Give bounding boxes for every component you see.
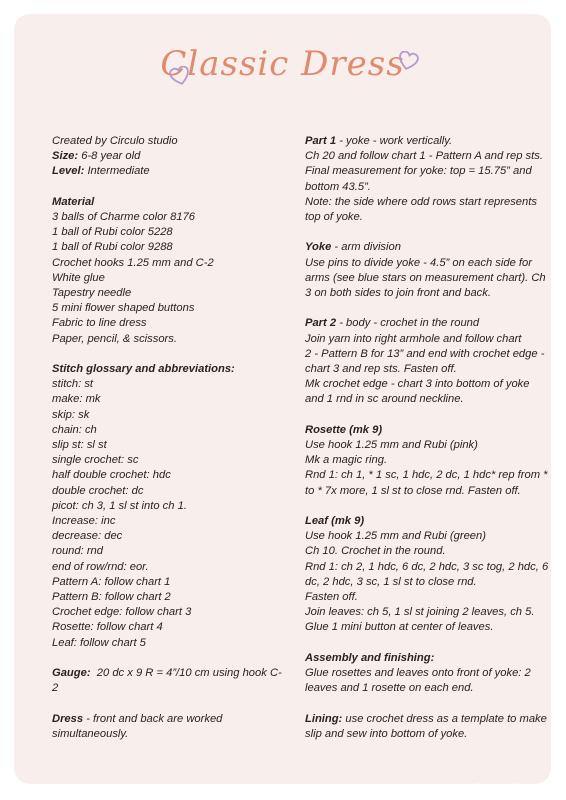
glossary-item: skip: sk [52,408,90,421]
gauge-section [52,666,287,696]
glossary-item: Pattern B: follow chart 2 [52,591,171,604]
glossary-item: Increase: inc [52,515,116,528]
part1-line: bottom 43.5”. [305,180,371,193]
glossary-item: Rosette: follow chart 4 [52,621,163,634]
glossary-item: decrease: dec [52,530,123,543]
part1-heading: Part 1 [305,135,337,147]
rosette-line: to * 7x more, 1 sl st to close rnd. Fasten off. [305,484,521,497]
glossary-heading: Stitch glossary and abbreviations: [52,363,235,376]
part2-line: Mk crochet edge - chart 3 into bottom of yoke [305,378,530,391]
glossary-item: picot: ch 3, 1 sl st into ch 1. [52,499,187,512]
assembly-line: leaves and 1 rosette on each end. [305,682,474,695]
size-value: 6-8 year old [78,150,141,163]
yoke-heading: Yoke [305,241,332,254]
size-line [52,149,287,164]
lining-section [305,712,550,742]
level-label: Level: [52,165,85,178]
gauge-value: 20 dc x 9 R = 4”/10 cm using hook C-2 [52,667,282,695]
created-by: Created by Circulo studio [52,135,178,147]
dress-line-2: simultaneously. [52,727,129,740]
glossary-item: chain: ch [52,423,97,436]
glossary-item: Leaf: follow chart 5 [52,636,146,649]
part1-heading-line [305,134,550,149]
assembly-heading: Assembly and finishing: [305,651,435,664]
part1-line: Final measurement for yoke: top = 15.75” and [305,165,532,178]
leaf-line: dc, 2 hdc, 3 sc, 1 sl st to close rnd. [305,575,477,588]
leaf-heading: Leaf (mk 9) [305,515,365,528]
watermark: PassionForum.ru [474,782,558,794]
material-section [52,195,287,347]
material-item: 3 balls of Charme color 8176 [52,211,196,223]
material-heading: Material [52,195,95,208]
glossary-item: end of row/rnd: eor. [52,560,149,573]
dress-text: - front and back are worked [83,712,223,725]
title-area [14,44,551,84]
lining-label: Lining: [305,712,343,725]
leaf-line: Fasten off. [305,591,358,604]
material-item: 1 ball of Rubi color 5228 [52,226,173,239]
material-item: 1 ball of Rubi color 9288 [52,241,173,254]
glossary-item: single crochet: sc [52,454,139,467]
material-item: 5 mini flower shaped buttons [52,302,195,315]
part2-section [305,316,550,407]
glossary-item: stitch: st [52,378,94,391]
material-item: Crochet hooks 1.25 mm and C-2 [52,256,214,269]
part2-line: Join yarn into right armhole and follow chart [305,332,522,345]
part1-heading-rest: - yoke - work vertically. [336,135,453,147]
part1-line: top of yoke. [305,211,363,224]
heart-icon-left [169,66,191,86]
rosette-line: Use hook 1.25 mm and Rubi (pink) [305,439,478,452]
yoke-section [305,240,550,301]
material-item: Tapestry needle [52,287,132,300]
heart-icon-right [397,51,419,71]
glossary-item: round: rnd [52,545,103,558]
leaf-line: Join leaves: ch 5, 1 sl st joining 2 leaves, ch 5. [305,606,535,619]
glossary-item: half double crochet: hdc [52,469,171,482]
level-line [52,164,287,179]
part1-section [305,134,550,225]
level-value: Intermediate [84,165,150,178]
part2-line: and 1 rnd in sc around neckline. [305,393,464,406]
leaf-line: Ch 10. Crochet in the round. [305,545,446,558]
part2-line: chart 3 and rep sts. Fasten off. [305,363,457,376]
glossary-item: Pattern A: follow chart 1 [52,575,171,588]
rosette-line: Mk a magic ring. [305,454,388,467]
part2-heading-rest: - body - crochet in the round [336,317,480,330]
dress-section [52,712,287,742]
leaf-line: Glue 1 mini button at center of leaves. [305,621,494,634]
yoke-line: 3 on both sides to join front and back. [305,287,491,300]
gauge-label: Gauge: [52,667,91,680]
lining-line-2: slip and sew into bottom of yoke. [305,727,468,740]
part1-line: Ch 20 and follow chart 1 - Pattern A and rep sts. [305,150,543,163]
gauge-line [52,666,287,696]
lining-line-1 [305,712,550,727]
part2-heading: Part 2 [305,317,337,330]
part1-line: Note: the side where odd rows start represents [305,195,537,208]
glossary-item: make: mk [52,393,101,406]
assembly-section [305,651,550,697]
dress-line-1 [52,712,287,727]
lining-text: use crochet dress as a template to make [342,712,547,725]
material-item: Fabric to line dress [52,317,147,330]
size-label: Size: [52,150,79,163]
material-item: Paper, pencil, & scissors. [52,332,177,345]
intro-section [52,134,287,180]
right-column [305,134,550,757]
part2-heading-line [305,316,550,331]
yoke-line: Use pins to divide yoke - 4.5” on each side for [305,256,532,269]
part2-line: 2 - Pattern B for 13” and end with crochet edge - [305,347,545,360]
glossary-item: double crochet: dc [52,484,144,497]
glossary-item: Crochet edge: follow chart 3 [52,606,192,619]
yoke-heading-line [305,240,550,255]
material-item: White glue [52,271,105,284]
leaf-line: Rnd 1: ch 2, 1 hdc, 6 dc, 2 hdc, 3 sc tog, 2 hdc, 6 [305,560,549,573]
leaf-section [305,514,550,636]
rosette-line: Rnd 1: ch 1, * 1 sc, 1 hdc, 2 dc, 1 hdc* rep from * [305,469,548,482]
rosette-section [305,423,550,499]
yoke-heading-rest: - arm division [331,241,401,254]
glossary-section [52,362,287,651]
left-column [52,134,287,757]
assembly-line: Glue rosettes and leaves onto front of yoke: 2 [305,667,531,680]
page-title: Classic Dress [160,44,405,84]
glossary-item: slip st: sl st [52,439,107,452]
page-card [14,14,551,784]
rosette-heading: Rosette (mk 9) [305,423,383,436]
dress-label: Dress [52,712,84,725]
leaf-line: Use hook 1.25 mm and Rubi (green) [305,530,486,543]
yoke-line: arms (see blue stars on measurement chart). Ch [305,271,546,284]
